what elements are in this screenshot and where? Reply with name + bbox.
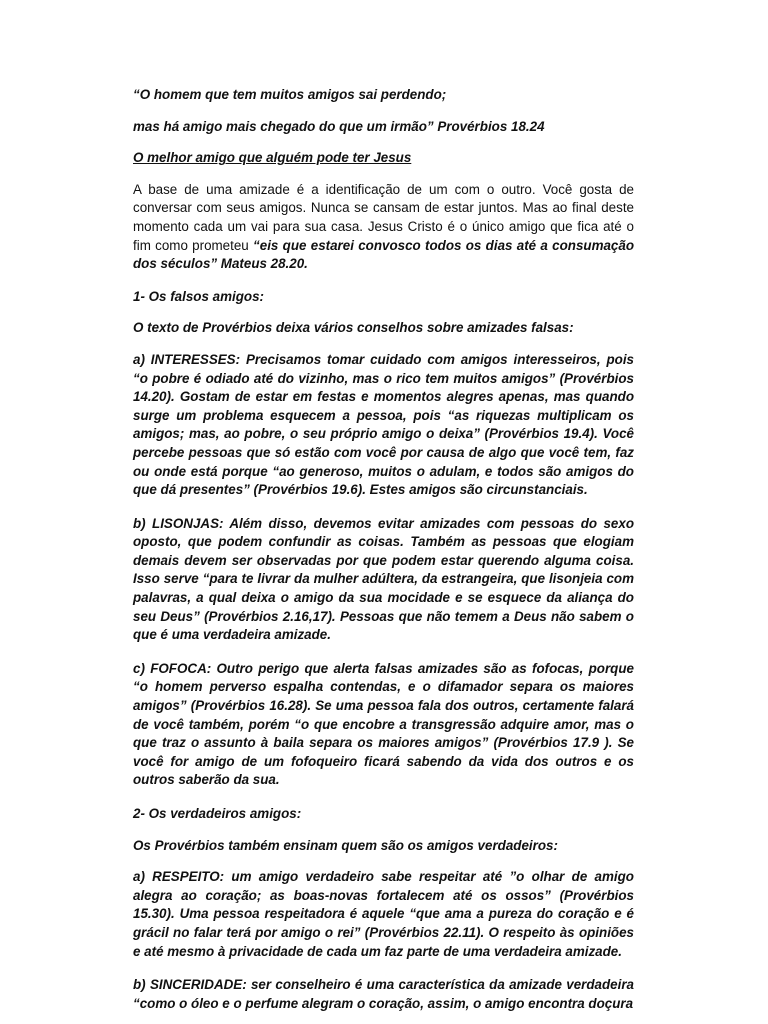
section-2-intro: Os Provérbios também ensinam quem são os amigos verdadeiros: bbox=[133, 837, 558, 853]
intro-paragraph bbox=[133, 181, 634, 274]
paragraph-lisonjas: b) LISONJAS: Além disso, devemos evitar amizades com pessoas do sexo oposto, que podem confundir as coisas. Também as pessoas que elogiam demais devem ser observadas por que podem estar querendo alguma coisa. Isso serve “para te livrar da mulher adúltera, da estrangeira, que lisonjeia com palavras, a qual deixa o amigo da sua mocidade e se esquece da aliança do seu Deus” (Provérbios 2.16,17). Pessoas que não temem a Deus não sabem o que é uma verdadeira amizade. bbox=[133, 515, 634, 643]
epigraph-line-1: “O homem que tem muitos amigos sai perdendo; bbox=[133, 87, 447, 102]
intro-quote: “eis que estarei convosco todos os dias até a consumação dos séculos” Mateus 28.20. bbox=[133, 237, 634, 272]
paragraph-interesses: a) INTERESSES: Precisamos tomar cuidado com amigos interesseiros, pois “o pobre é odiado até do vizinho, mas o rico tem muitos amigos” (Provérbios 14.20). Gostam de estar em festas e momentos alegres apenas, mas quando surge um problema esquecem a pessoa, pois “as riquezas multiplicam os amigos; mas, ao pobre, o seu próprio amigo o deixa” (Provérbios 19.4). Você percebe pessoas que só estão com você por causa de algo que você tem, faz ou onde está porque “ao generoso, muitos o adulam, e todos são amigos do que dá presentes” (Provérbios 19.6). Estes amigos são circunstanciais. bbox=[133, 351, 634, 498]
paragraph-fofoca: c) FOFOCA: Outro perigo que alerta falsas amizades são as fofocas, porque “o homem perverso espalha contendas, e o difamador separa os maiores amigos” (Provérbios 16.28). Se uma pessoa fala dos outros, certamente falará de você também, porém “o que encobre a transgressão adquire amor, mas o que traz o assunto à baila separa os maiores amigos” (Provérbios 17.9 ). Se você for amigo de um fofoqueiro ficará sabendo da vida dos outros e os outros saberão da sua. bbox=[133, 660, 634, 788]
document-subtitle: O melhor amigo que alguém pode ter Jesus bbox=[133, 150, 412, 166]
paragraph-respeito: a) RESPEITO: um amigo verdadeiro sabe respeitar até ”o olhar de amigo alegra ao coração; as boas-novas fortalecem até os ossos” (Provérbios 15.30). Uma pessoa respeitadora é aquele “que ama a pureza do coração e é grácil no falar terá por amigo o rei” (Provérbios 22.11). O respeito às opiniões e até mesmo à privacidade de cada um faz parte de uma verdadeira amizade. bbox=[133, 869, 634, 959]
paragraph-sinceridade: b) SINCERIDADE: ser conselheiro é uma característica da amizade verdadeira “como o óleo e o perfume alegram o coração, assim, o amigo encontra doçura bbox=[133, 977, 634, 1011]
intro-text: A base de uma amizade é a identificação de um com o outro. Você gosta de conversar com seus amigos. Nunca se cansam de estar juntos. Mas ao final deste momento cada um vai para sua casa. Jesus Cristo é o único amigo que fica até o fim como prometeu bbox=[133, 181, 634, 253]
epigraph-line-2: mas há amigo mais chegado do que um irmão” Provérbios 18.24 bbox=[133, 118, 545, 134]
section-1-heading: 1- Os falsos amigos: bbox=[133, 288, 264, 304]
section-2-heading: 2- Os verdadeiros amigos: bbox=[133, 806, 302, 821]
section-1-intro: O texto de Provérbios deixa vários conselhos sobre amizades falsas: bbox=[133, 320, 574, 336]
